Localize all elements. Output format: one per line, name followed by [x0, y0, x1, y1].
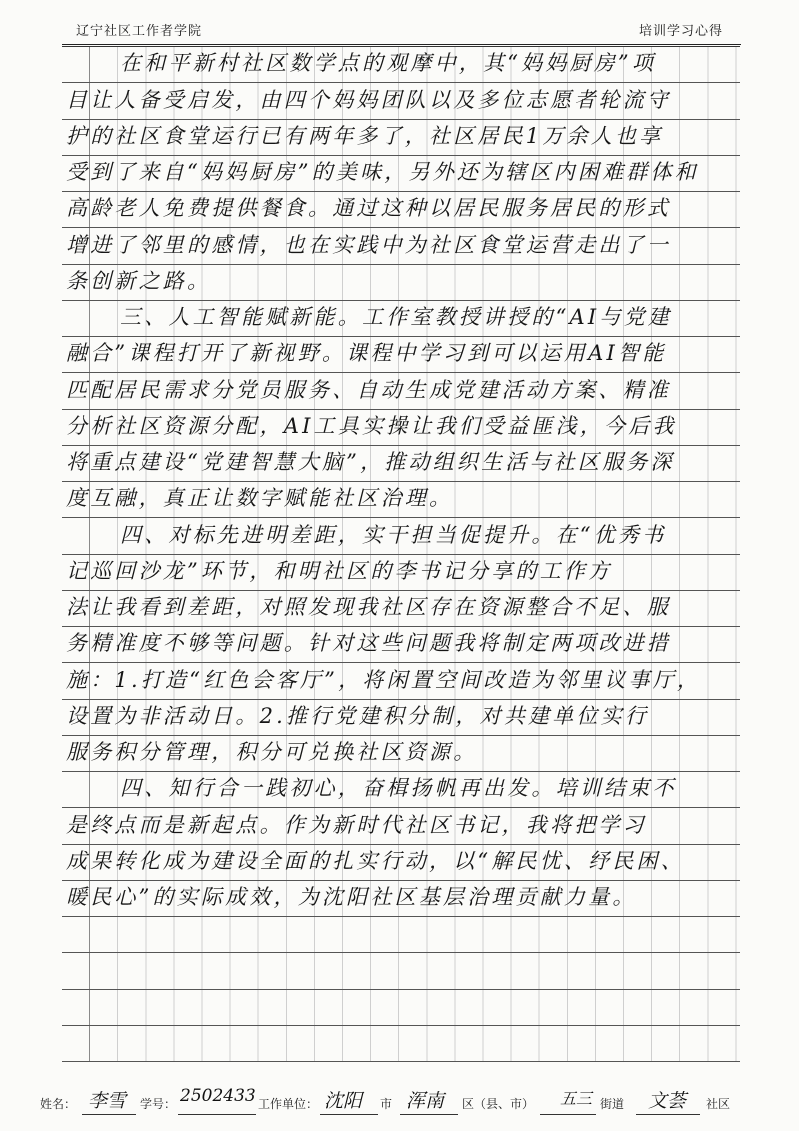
text-line: 高龄老人免费提供餐食。通过这种以居民服务居民的形式 [62, 192, 740, 228]
street-value: 五三 [560, 1089, 593, 1108]
text-line: 是终点而是新起点。作为新时代社区书记，我将把学习 [62, 808, 740, 844]
text-line: 条创新之路。 [62, 265, 740, 301]
text-line: 融合”课程打开了新视野。课程中学习到可以运用AI智能 [62, 337, 740, 373]
text-line: 三、人工智能赋新能。工作室教授讲授的“AI与党建 [62, 301, 740, 337]
text-line: 服务积分管理，积分可兑换社区资源。 [62, 736, 740, 772]
student-id-value: 2502433 [180, 1086, 256, 1106]
text-line [62, 1026, 740, 1062]
community-value: 文荟 [648, 1090, 687, 1112]
text-line: 在和平新村社区数学点的观摩中，其“妈妈厨房”项 [62, 47, 740, 83]
text-line: 分析社区资源分配，AI工具实操让我们受益匪浅，今后我 [62, 410, 740, 446]
city-underline [320, 1114, 378, 1115]
text-line: 设置为非活动日。2.推行党建积分制，对共建单位实行 [62, 700, 740, 736]
student-id-label: 学号： [140, 1097, 177, 1111]
text-line: 成果转化成为建设全面的扎实行动，以“解民忧、纾民困、 [62, 845, 740, 881]
text-line [62, 990, 740, 1026]
text-line: 将重点建设“党建智慧大脑”，推动组织生活与社区服务深 [62, 446, 740, 482]
header-rule [62, 44, 741, 45]
name-underline [82, 1114, 136, 1115]
district-label: 区（县、市） [462, 1097, 535, 1111]
city-value: 沈阳 [324, 1090, 363, 1112]
community-underline [636, 1114, 700, 1115]
name-label: 姓名： [40, 1097, 77, 1111]
text-line: 四、对标先进明差距，实干担当促提升。在“优秀书 [62, 518, 740, 554]
community-label: 社区 [706, 1097, 731, 1111]
text-line [62, 917, 740, 953]
text-line: 度互融，真正让数字赋能社区治理。 [62, 482, 740, 518]
district-value: 浑南 [406, 1090, 445, 1112]
text-line: 务精准度不够等问题。针对这些问题我将制定两项改进措 [62, 627, 740, 663]
text-line: 护的社区食堂运行已有两年多了，社区居民1万余人也享 [62, 120, 740, 156]
text-line [62, 953, 740, 989]
street-label: 街道 [600, 1097, 625, 1111]
student-id-underline [178, 1114, 256, 1115]
author-info-footer [0, 1086, 799, 1126]
document-type-title: 培训学习心得 [638, 24, 723, 39]
district-underline [400, 1114, 458, 1115]
writing-grid [62, 46, 740, 1062]
text-line: 施：1.打造“红色会客厅”，将闲置空间改造为邻里议事厅， [62, 663, 740, 699]
work-unit-label: 工作单位： [258, 1097, 319, 1111]
text-line: 法让我看到差距，对照发现我社区存在资源整合不足、服 [62, 591, 740, 627]
page-header [0, 14, 799, 44]
text-line: 匹配居民需求分党员服务、自动生成党建活动方案、精准 [62, 373, 740, 409]
name-value: 李雪 [88, 1090, 127, 1112]
text-line: 增进了邻里的感情，也在实践中为社区食堂运营走出了一 [62, 228, 740, 264]
text-line: 目让人备受启发，由四个妈妈团队以及多位志愿者轮流守 [62, 83, 740, 119]
text-line: 四、知行合一践初心，奋楫扬帆再出发。培训结束不 [62, 772, 740, 808]
city-label: 市 [380, 1097, 393, 1111]
text-line: 暖民心”的实际成效，为沈阳社区基层治理贡献力量。 [62, 881, 740, 917]
street-underline [540, 1114, 596, 1115]
text-line: 记巡回沙龙”环节，和明社区的李书记分享的工作方 [62, 555, 740, 591]
text-line: 受到了来自“妈妈厨房”的美味，另外还为辖区内困难群体和 [62, 156, 740, 192]
institution-title: 辽宁社区工作者学院 [76, 24, 203, 39]
